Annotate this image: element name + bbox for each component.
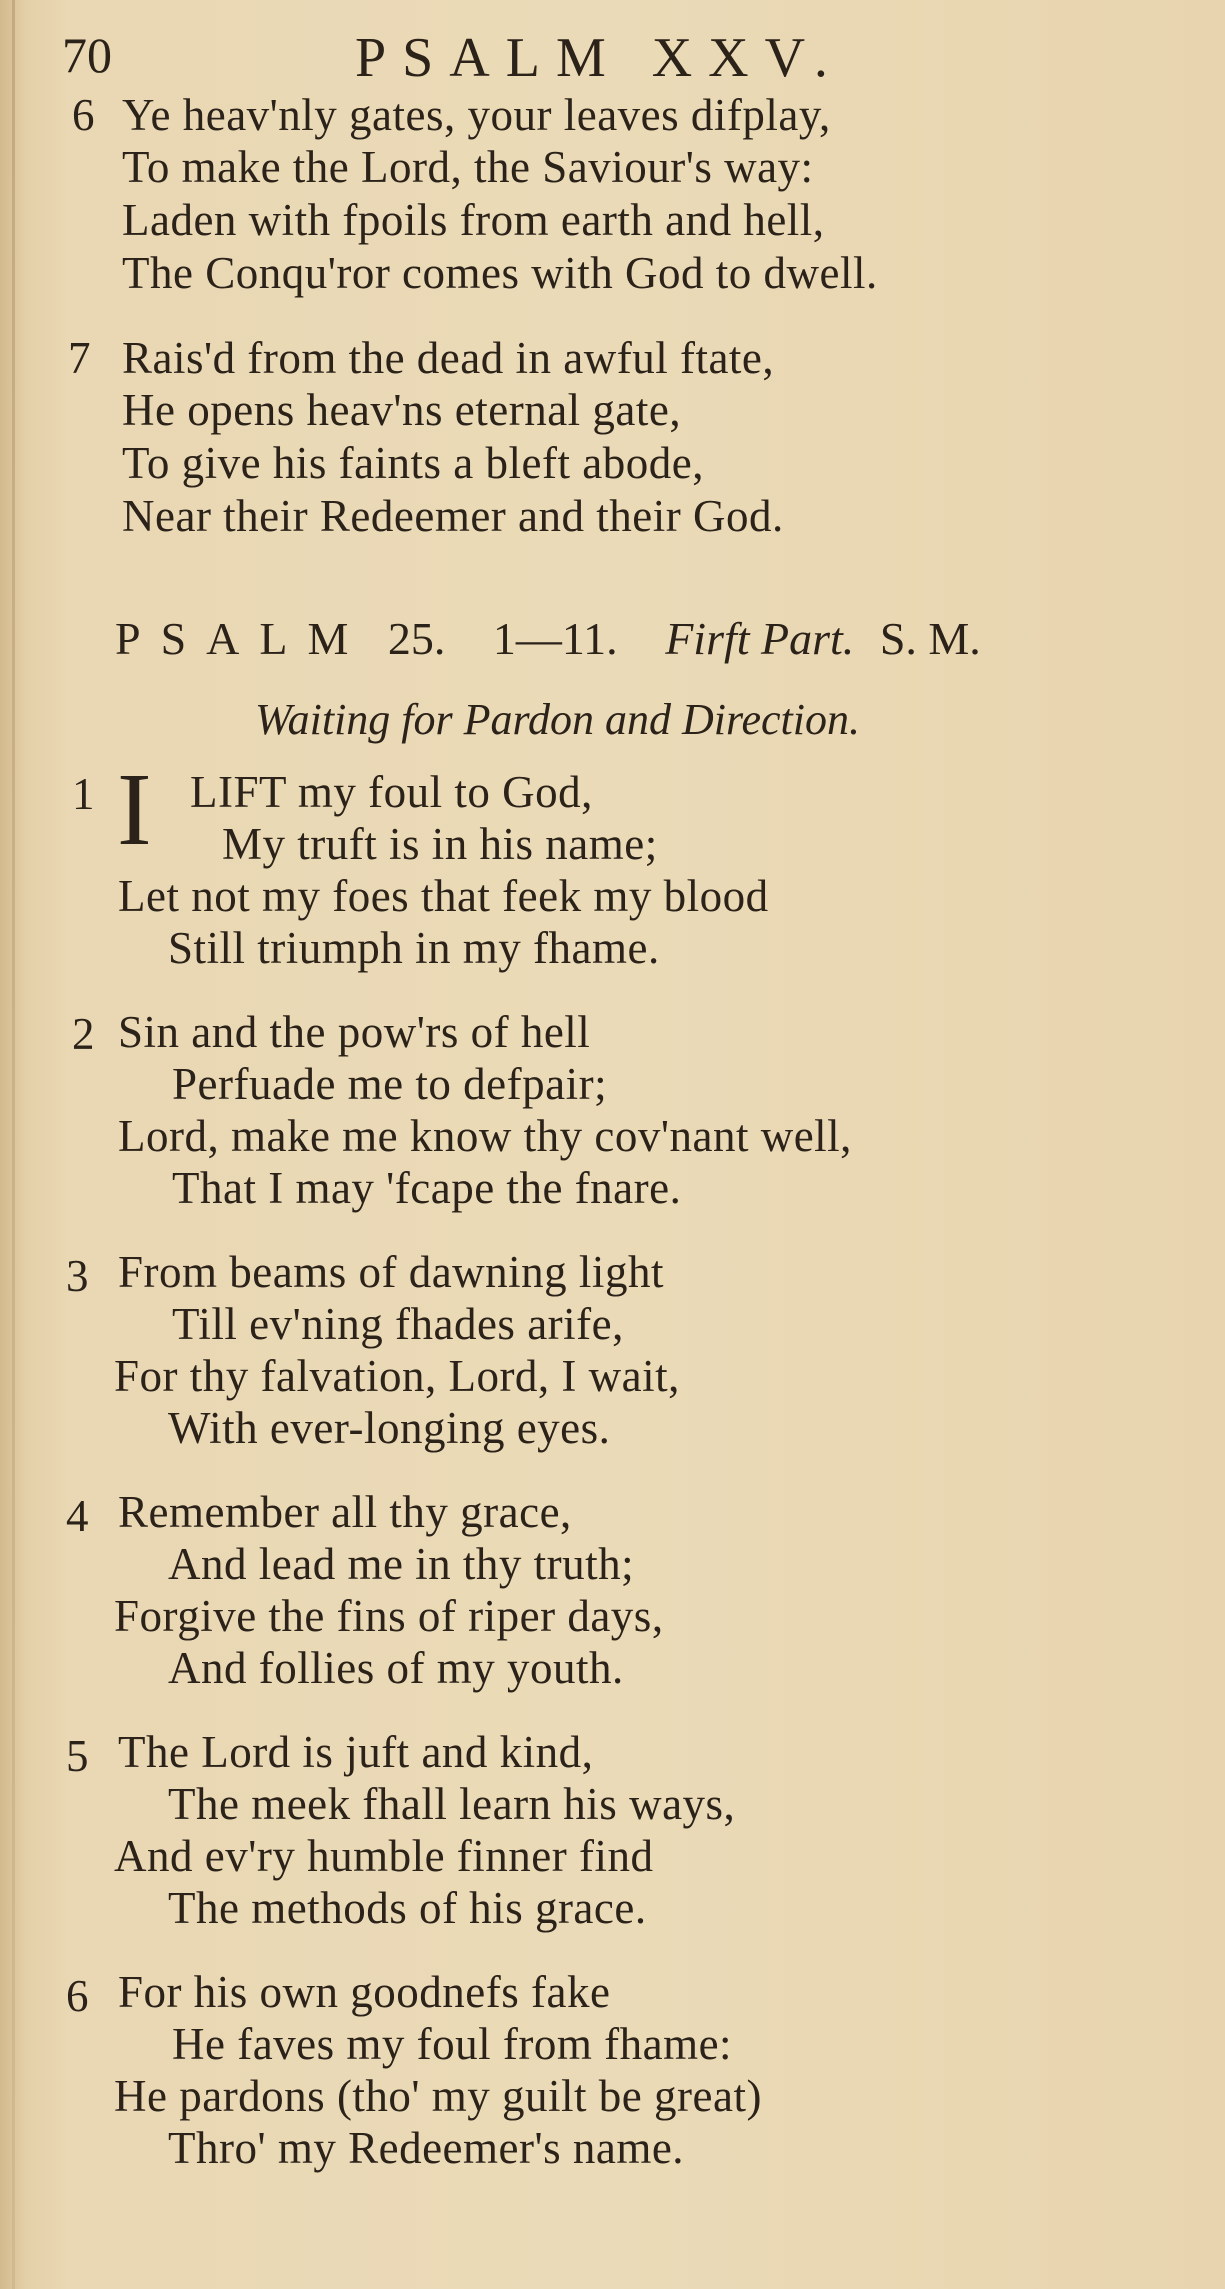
page-gutter	[12, 0, 15, 2289]
heading-number: 25.	[387, 613, 446, 664]
heading-meter: S. M.	[879, 613, 981, 664]
heading-part: Firft Part.	[665, 613, 855, 664]
page-number: 70	[62, 27, 112, 83]
verse-line: To give his faints a bleft abode,	[122, 438, 704, 488]
verse-number: 6	[66, 1971, 89, 2021]
verse-line: For thy falvation, Lord, I wait,	[114, 1351, 680, 1401]
verse-line: My truft is in his name;	[222, 819, 658, 869]
verse-line: For his own goodnefs fake	[118, 1967, 611, 2017]
psalm-section-heading	[115, 612, 981, 665]
verse-line: The Lord is juft and kind,	[118, 1727, 594, 1777]
verse-line: He pardons (tho' my guilt be great)	[114, 2071, 762, 2121]
verse-line: The methods of his grace.	[168, 1883, 647, 1933]
verse-number: 6	[72, 90, 95, 140]
verse-line: Ye heav'nly gates, your leaves difplay,	[122, 90, 831, 140]
verse-line: From beams of dawning light	[118, 1247, 664, 1297]
verse-line: And lead me in thy truth;	[168, 1539, 635, 1589]
verse-line: To make the Lord, the Saviour's way:	[122, 142, 814, 192]
verse-number: 1	[72, 769, 95, 819]
verse-line: With ever-longing eyes.	[168, 1403, 611, 1453]
verse-line: That I may 'fcape the fnare.	[172, 1163, 682, 1213]
verse-line: The meek fhall learn his ways,	[168, 1779, 736, 1829]
verse-line: LIFT my foul to God,	[190, 767, 593, 817]
verse-line: He faves my foul from fhame:	[172, 2019, 733, 2069]
psalm-subtitle: Waiting for Pardon and Direction.	[255, 695, 860, 744]
verse-line: Thro' my Redeemer's name.	[168, 2123, 685, 2173]
verse-line: Remember all thy grace,	[118, 1487, 572, 1537]
verse-line: Till ev'ning fhades arife,	[172, 1299, 624, 1349]
heading-psalm: PSALM	[115, 613, 369, 664]
verse-line: And follies of my youth.	[168, 1643, 624, 1693]
drop-cap: I	[117, 752, 152, 867]
verse-number: 2	[72, 1009, 95, 1059]
verse-line: He opens heav'ns eternal gate,	[122, 385, 682, 435]
verse-line: Still triumph in my fhame.	[168, 923, 660, 973]
running-title: PSALM XXV.	[355, 27, 844, 89]
verse-number: 7	[68, 333, 91, 383]
verse-number: 5	[66, 1731, 89, 1781]
verse-number: 4	[66, 1491, 89, 1541]
verse-line: Near their Redeemer and their God.	[122, 491, 784, 541]
verse-line: Perfuade me to defpair;	[172, 1059, 608, 1109]
verse-line: Let not my foes that feek my blood	[118, 871, 769, 921]
verse-number: 3	[66, 1251, 89, 1301]
verse-line: Lord, make me know thy cov'nant well,	[118, 1111, 852, 1161]
heading-verses: 1—11.	[492, 613, 618, 664]
verse-line: And ev'ry humble finner find	[114, 1831, 654, 1881]
verse-line: Sin and the pow'rs of hell	[118, 1007, 591, 1057]
verse-line: Forgive the fins of riper days,	[114, 1591, 664, 1641]
verse-line: Laden with fpoils from earth and hell,	[122, 195, 825, 245]
verse-line: The Conqu'ror comes with God to dwell.	[122, 248, 878, 298]
verse-line: Rais'd from the dead in awful ftate,	[122, 333, 775, 383]
